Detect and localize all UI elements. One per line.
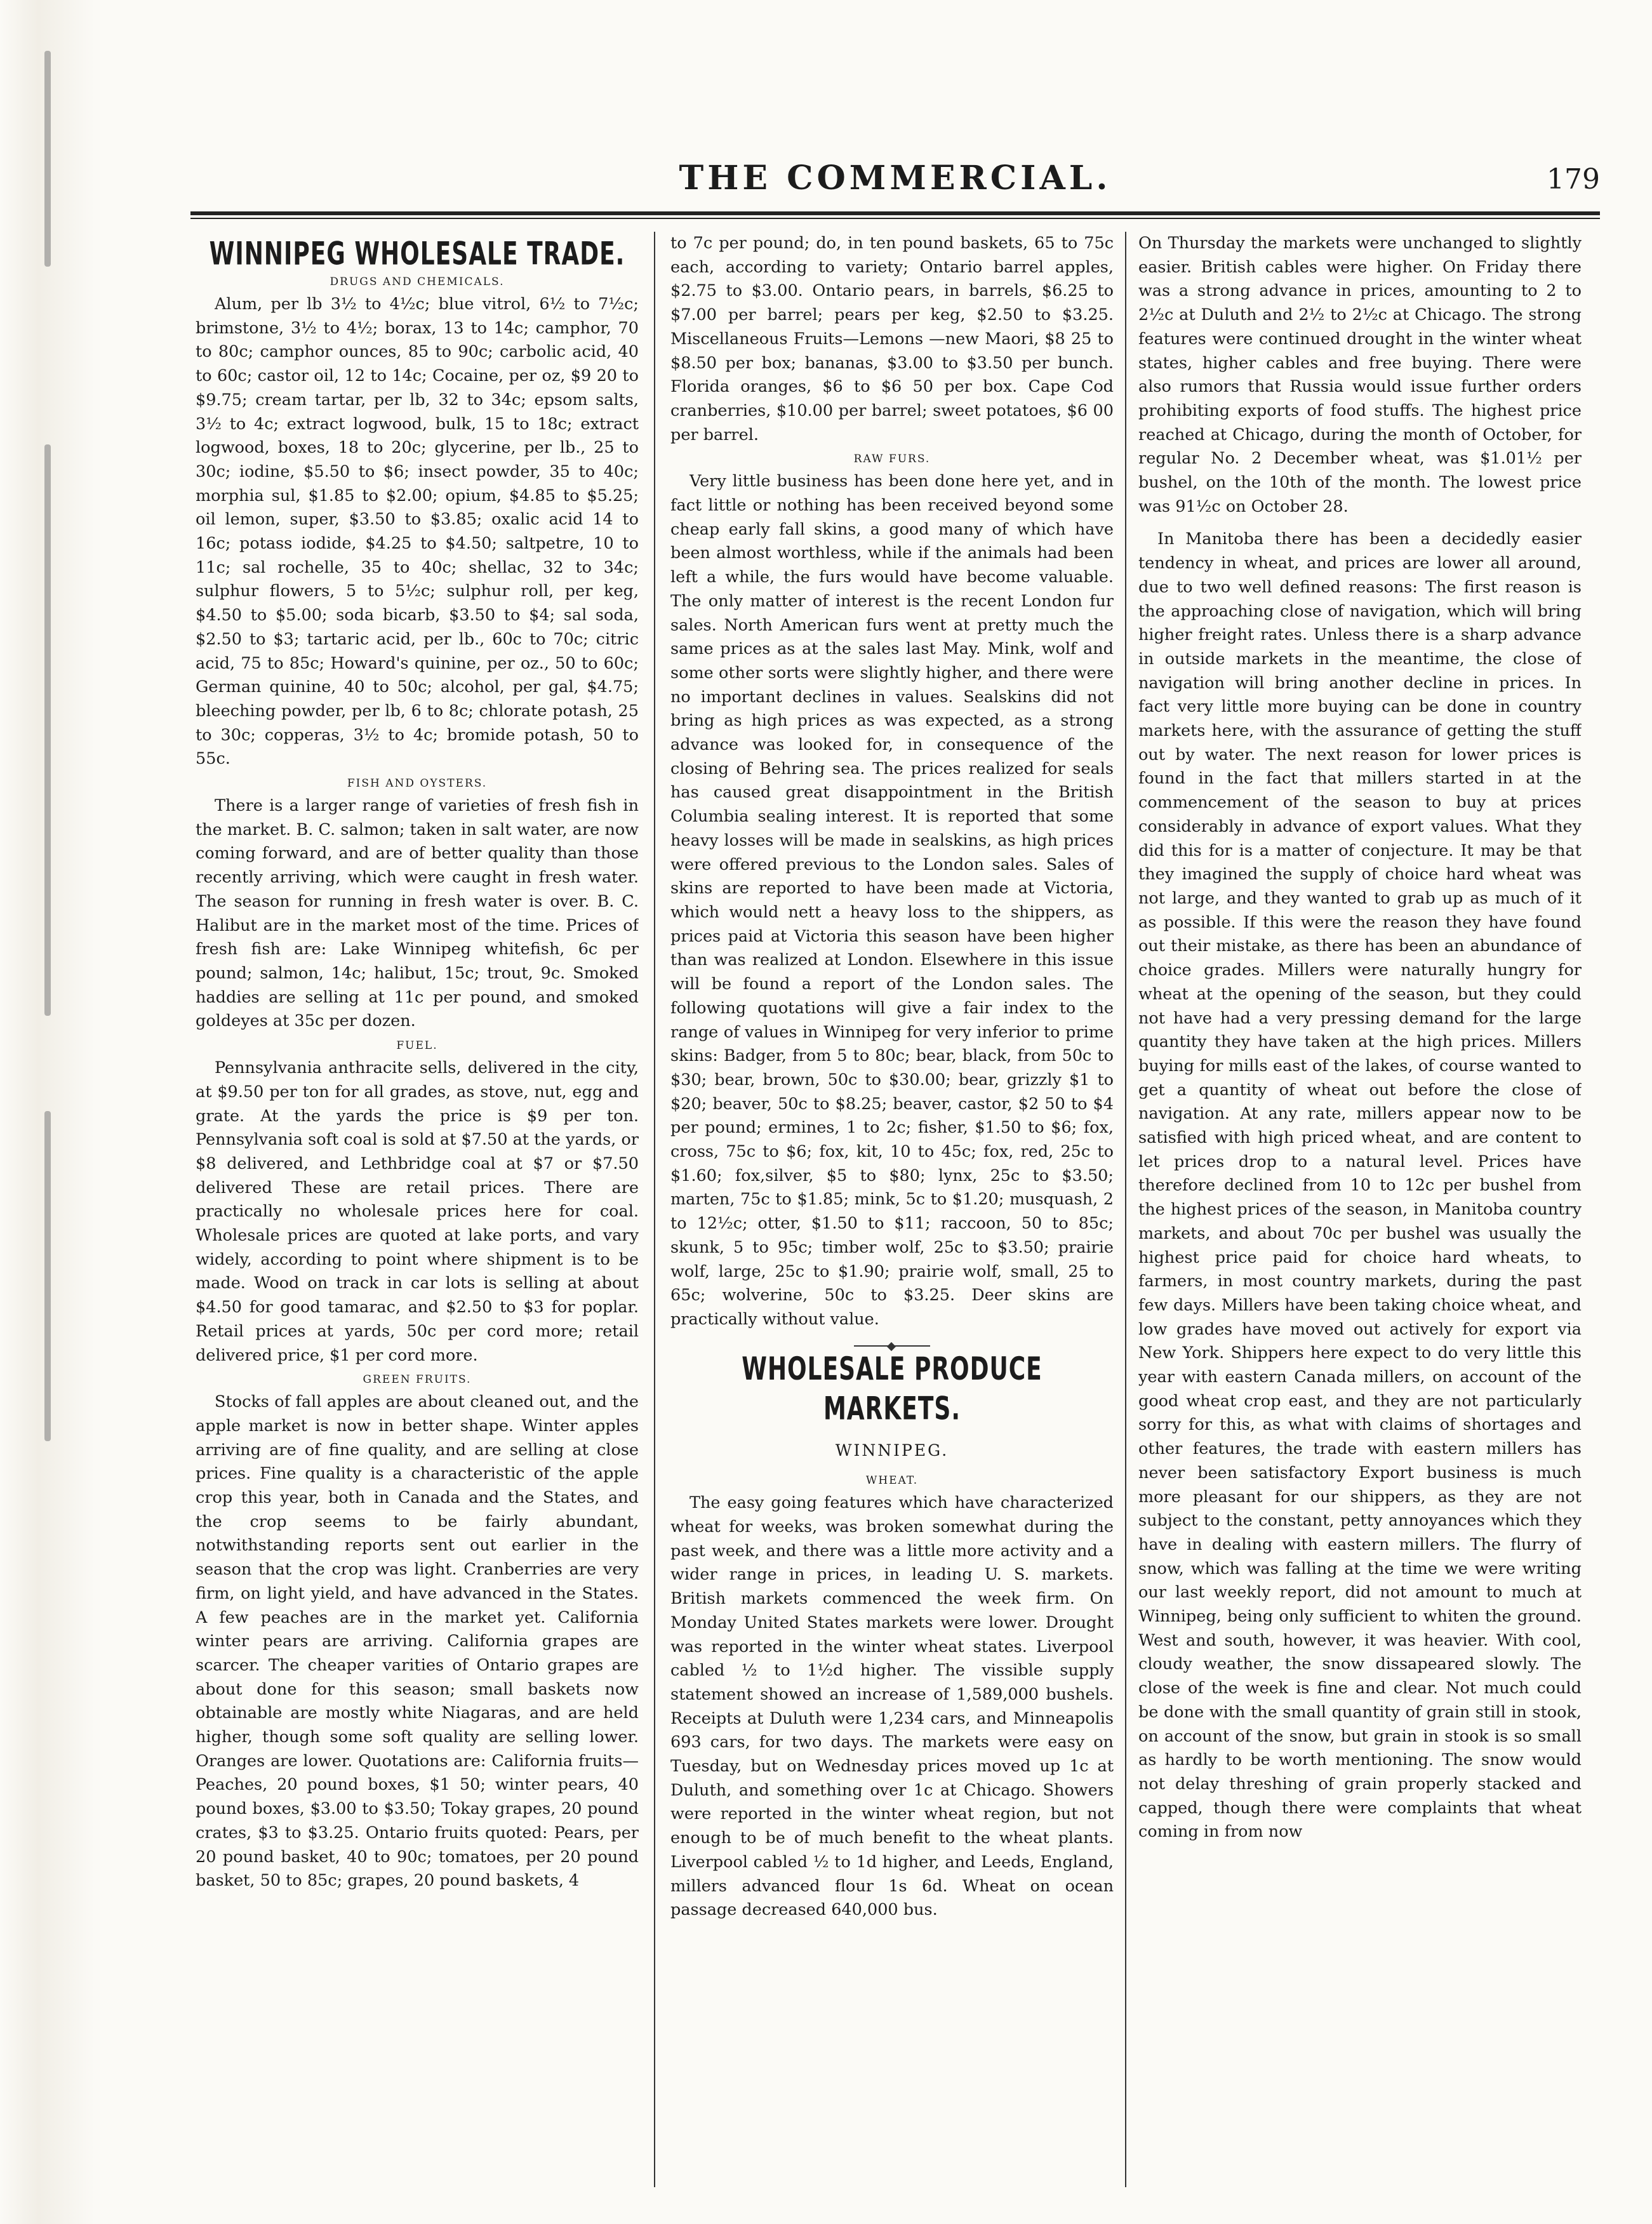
subheading-wheat: WHEAT. <box>865 1474 919 1488</box>
binding-margin <box>0 0 95 2224</box>
paragraph-fruits-continued: to 7c per pound; do, in ten pound baskets, 65 to 75c each, according to variety; Ontario barrel apples, $2.75 to $3.00. Ontario pears, in barrels, $6.25 to $7.00 per barrel; pears per keg, $2.50 to $3.25. Miscellaneous Fruits—Lemons —new Maori, $8 25 to $8.50 per box; bananas, $3.00 to $3.50 per bunch. Florida oranges, $6 to $6 50 per box. Cape Cod cranberries, $10.00 per barrel; sweet potatoes, $6 00 per barrel. <box>670 234 1114 444</box>
section-headline: WINNIPEG WHOLESALE TRADE. <box>209 236 625 272</box>
section-headline: WHOLESALE PRODUCE MARKETS. <box>742 1350 1042 1427</box>
subheading-furs: RAW FURS. <box>853 453 931 466</box>
subheading-fruits: GREEN FRUITS. <box>363 1373 472 1387</box>
paragraph-wheat: The easy going features which have characterized wheat for weeks, was broken somewhat during the past week, and there was a little more activity and a wider range in prices, in leading U. S. markets. British markets commenced the week firm. On Monday United States markets were lower. Drought was reported in the winter wheat states. Liverpool cabled ½ to 1½d higher. The vissible supply statement showed an increase of 1,589,000 bushels. Receipts at Duluth were 1,234 cars, and Minneapolis 693 cars, for two days. The markets were easy on Tuesday, but on Wednesday prices moved up 1c at Duluth, and something over 1c at Chicago. Showers were reported in the winter wheat region, but not enough to be of much benefit to the wheat plants. Liverpool cabled ½ to 1d higher, and Leeds, England, millers advanced flour 1s 6d. Wheat on ocean passage decreased 640,000 bus. <box>670 1493 1114 1920</box>
column-3 <box>1138 232 1582 2187</box>
paragraph-drugs: Alum, per lb 3½ to 4½c; blue vitrol, 6½ to 7½c; brimstone, 3½ to 4½; borax, 13 to 14c; camphor, 70 to 80c; camphor ounces, 85 to 90c; carbolic acid, 40 to 60c; castor oil, 12 to 14c; Cocaine, per oz, $9 20 to $9.75; cream tartar, per lb, 32 to 34c; epsom salts, 3½ to 4c; extract logwood, bulk, 15 to 18c; extract logwood, boxes, 18 to 20c; glycerine, per lb., 25 to 30c; iodine, $5.50 to $6; insect powder, 35 to 40c; morphia sul, $1.85 to $2.00; opium, $4.85 to $5.25; oil lemon, super, $3.50 to $3.85; oxalic acid 14 to 16c; potass iodide, $4.25 to $4.50; saltpetre, 10 to 11c; sal rochelle, 35 to 40c; shellac, 32 to 34c; sulphur flowers, 5 to 5½c; sulphur roll, per keg, $4.50 to $5.00; soda bicarb, $3.50 to $4; sal soda, $2.50 to $3; tartaric acid, per lb., 60c to 70c; citric acid, 75 to 85c; Howard's quinine, per oz., 50 to 60c; German quinine, 40 to 50c; alcohol, per gal, $4.75; bleeching powder, per lb, 6 to 8c; chlorate potash, 25 to 30c; copperas, 3½ to 4c; bromide potash, 50 to 55c. <box>196 295 639 769</box>
section-separator <box>670 1342 1114 1348</box>
paragraph-wheat-continued: On Thursday the markets were unchanged to slightly easier. British cables were higher. On Friday there was a strong advance in prices, amounting to 2 to 2½c at Duluth and 2½ to 2½c at Chicago. The strong features were continued drought in the winter wheat states, higher cables and free buying. There were also rumors that Russia would issue further orders prohibiting exports of food stuffs. The highest price reached at Chicago, during the month of October, for regular No. 2 December wheat, was $1.01½ per bushel, on the 10th of the month. The lowest price was 91½c on October 28. <box>1138 234 1582 516</box>
paragraph-furs: Very little business has been done here yet, and in fact little or nothing has been received beyond some cheap early fall skins, a good many of which have been almost worthless, while if the animals had been left a while, the furs would have become valuable. The only matter of interest is the recent London fur sales. North American furs went at pretty much the same prices as at the sales last May. Mink, wolf and some other sorts were slightly higher, and there were no important declines in values. Sealskins did not bring as high prices as was expected, as a strong advance was looked for, in consequence of the closing of Behring sea. The prices realized for seals has caused great disappointment in the British Columbia sealing interest. It is reported that some heavy losses will be made in sealskins, as high prices were offered previous to the London sales. Sales of skins are reported to have been made at Victoria, which would nett a heavy loss to the shippers, as prices paid at Victoria this season have been higher than was realized at London. Elsewhere in this issue will be found a report of the London sales. The following quotations will give a fair index to the range of values in Winnipeg for very inferior to prime skins: Badger, from 5 to 80c; bear, black, from 50c to $30; bear, brown, 50c to $30.00; bear, grizzly $1 to $20; beaver, 50c to $8.25; beaver, castor, $2 50 to $4 per pound; ermines, 1 to 2c; fisher, $1.50 to $6; fox, cross, 75c to $6; fox, kit, 10 to 45c; fox, red, 25c to $1.60; fox,silver, $5 to $80; lynx, 25c to $3.50; marten, 75c to $1.85; mink, 5c to $1.20; musquash, 2 to 12½c; otter, $1.50 to $11; raccoon, 50 to 85c; skunk, 5 to 95c; timber wolf, 25c to $3.50; prairie wolf, large, 25c to $1.90; prairie wolf, small, 25 to 65c; wolverine, 50c to $3.25. Deer skins are practically without value. <box>670 472 1114 1329</box>
column-1 <box>196 232 639 2187</box>
subheading-drugs: DRUGS AND CHEMICALS. <box>330 276 505 288</box>
column-2 <box>670 232 1114 2187</box>
paragraph-fuel: Pennsylvania anthracite sells, delivered in the city, at $9.50 per ton for all grades, as stove, nut, egg and grate. At the yards the price is $9 per ton. Pennsylvania soft coal is sold at $7.50 at the yards, or $8 delivered, and Lethbridge coal at $7 or $7.50 delivered These are retail prices. There are practically no wholesale prices here for coal. Wholesale prices are quoted at lake ports, and vary widely, according to point where shipment is to be made. Wood on track in car lots is selling at about $4.50 for good tamarac, and $2.50 to $3 for poplar. Retail prices at yards, 50c per cord more; retail delivered price, $1 per cord more. <box>196 1058 639 1365</box>
column-divider <box>654 232 655 2187</box>
paragraph-manitoba: In Manitoba there has been a decidedly easier tendency in wheat, and prices are lower all around, due to two well defined reasons: The first reason is the approaching close of navigation, which will bring higher freight rates. Unless there is a sharp advance in outside markets in the meantime, the close of navigation will bring another decline in prices. In fact very little more buying can be done in country markets here, with the assurance of getting the stuff out by water. The next reason for lower prices is found in the fact that millers started in at the commencement of the season to buy at prices considerably in advance of export values. What they did this for is a matter of conjecture. It may be that they imagined the supply of choice hard wheat was not large, and they wanted to grab up as much of it as possible. If this were the reason they have found out their mistake, as there has been an abundance of choice grades. Millers were naturally hungry for wheat at the opening of the season, but they could not have had a very pressing demand for the large quantity they have taken at the high prices. Millers buying for mills east of the lakes, of course wanted to get a quantity of wheat out before the close of navigation. At any rate, millers appear now to be satisfied with high priced wheat, and are content to let prices drop to a natural level. Prices have therefore declined from 10 to 12c per bushel from the highest prices of the season, in Manitoba country markets, and about 70c per bushel was usually the highest price paid for choice hard wheats, to farmers, in most country markets, during the past few days. Millers have been taking choice wheat, and low grades have moved out actively for export via New York. Shippers here expect to do very little this year with eastern Canada millers, on account of the good wheat crop east, and they are not particularly sorry for this, as what with claims of shortages and other features, the trade with eastern millers has never been satisfactory Export business is much more pleasant for our shippers, as they are not subject to the constant, petty annoyances which they have in dealing with eastern millers. The flurry of snow, which was falling at the time we were writing our last weekly report, did not amount to much at Winnipeg, being only sufficient to whiten the ground. West and south, however, it was heavier. With cool, cloudy weather, the snow dissapeared slowly. The close of the week is fine and clear. Not much could be done with the small quantity of grain still in stook, on account of the snow, but grain in stook is so small as hardly to be worth mentioning. The snow would not delay threshing of grain properly stacked and capped, though there were complaints that wheat coming in from now <box>1138 529 1582 1842</box>
binding-mark <box>44 1111 51 1441</box>
page-number: 179 <box>1547 163 1600 196</box>
column-divider <box>1125 232 1126 2187</box>
paragraph-fruits: Stocks of fall apples are about cleaned out, and the apple market is now in better shape. Winter apples arriving are of fine quality, and are selling at close prices. Fine quality is a characteristic of the apple crop this year, both in Canada and the States, and the crop seems to be fairly abundant, notwithstanding reports sent out earlier in the season that the crop was light. Cranberries are very firm, on light yield, and have advanced in the States. A few peaches are in the market yet. California winter pears are arriving. California grapes are scarcer. The cheaper varities of Ontario grapes are about done for this season; small baskets now obtainable are mostly white Niagaras, and are held higher, though some soft quality are selling lower. Oranges are lower. Quotations are: California fruits—Peaches, 20 pound boxes, $1 50; winter pears, 40 pound boxes, $3.00 to $3.50; Tokay grapes, 20 pound crates, $3 to $3.25. Ontario fruits quoted: Pears, per 20 pound basket, 40 to 90c; tomatoes, per 20 pound basket, 50 to 85c; grapes, 20 pound baskets, 4 <box>196 1392 639 1891</box>
paragraph-fish: There is a larger range of varieties of fresh fish in the market. B. C. salmon; taken in salt water, are now coming forward, and are of better quality than those recently arriving, which were caught in fresh water. The season for running in fresh water is over. B. C. Halibut are in the market most of the time. Prices of fresh fish are: Lake Winnipeg whitefish, 6c per pound; salmon, 14c; halibut, 15c; trout, 9c. Smoked haddies are selling at 11c per pound, and smoked goldeyes at 35c per dozen. <box>196 796 639 1031</box>
header-rule-thin <box>190 218 1600 219</box>
binding-mark <box>44 444 51 1016</box>
city-heading: WINNIPEG. <box>835 1441 949 1460</box>
binding-mark <box>44 51 51 267</box>
subheading-fish: FISH AND OYSTERS. <box>347 777 488 790</box>
page-header <box>190 156 1600 206</box>
subheading-fuel: FUEL. <box>396 1039 438 1053</box>
header-rule <box>190 211 1600 215</box>
masthead-title: THE COMMERCIAL. <box>679 159 1112 197</box>
